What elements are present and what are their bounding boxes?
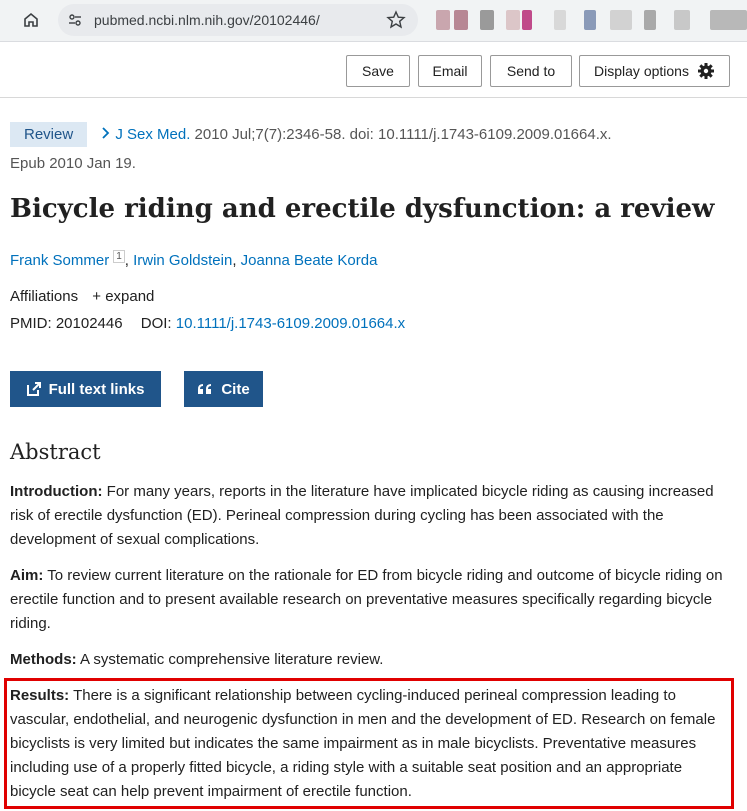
site-info-icon[interactable]: [66, 11, 84, 29]
full-text-links-label: Full text links: [48, 380, 145, 398]
author-separator: ,: [124, 252, 134, 269]
cite-button[interactable]: [184, 371, 263, 407]
abstract-methods: [10, 648, 725, 672]
identifiers-row: [10, 315, 405, 332]
results-highlight-box: [4, 678, 734, 809]
chevron-right-icon: [101, 126, 111, 143]
abstract-heading: Abstract: [10, 440, 101, 464]
results-text: There is a significant relationship between cycling-induced perineal compression leading to vascular, endothelial, and neurogenic dysfunction in men and the development of ED. Research on female bicyclists is very limited but indicates the same impairment as in male bicyclists. Preventative measures including use of a properly fitted bicycle, a riding style with a suitable seat position and an appropriate bicycle seat can help prevent impairment of erectile function.: [10, 687, 716, 800]
author-list: [10, 251, 377, 269]
gear-icon: [697, 62, 715, 80]
pmid-value: 20102446: [55, 315, 123, 332]
affiliations-row: [10, 288, 154, 305]
display-options-label: Display options: [594, 63, 689, 79]
abstract-introduction: [10, 480, 725, 552]
author-separator: ,: [232, 252, 241, 269]
doi-label: DOI:: [140, 315, 176, 332]
epub-date: Epub 2010 Jan 19.: [10, 155, 136, 172]
citation-text: 2010 Jul;7(7):2346-58. doi: 10.1111/j.1743-6109.2009.01664.x.: [190, 126, 612, 143]
aim-label: Aim:: [10, 567, 44, 584]
methods-label: Methods:: [10, 651, 77, 668]
methods-text: A systematic comprehensive literature review.: [76, 651, 384, 668]
pmid-label: PMID:: [10, 315, 56, 332]
introduction-text: For many years, reports in the literature have implicated bicycle riding as causing increased risk of erectile dysfunction (ED). Perineal compression during cycling has been associated with the development of sexual complications.: [10, 483, 714, 548]
introduction-label: Introduction:: [10, 483, 103, 500]
affiliations-label: Affiliations: [10, 288, 79, 305]
email-button[interactable]: Email: [418, 55, 482, 87]
star-icon[interactable]: [386, 10, 406, 30]
external-link-icon: [27, 382, 41, 396]
save-button[interactable]: Save: [346, 55, 410, 87]
full-text-links-button[interactable]: [10, 371, 161, 407]
expand-affiliations-button[interactable]: + expand: [92, 288, 155, 305]
quote-icon: [197, 383, 213, 395]
address-bar[interactable]: [58, 4, 418, 36]
journal-link[interactable]: J Sex Med.: [115, 126, 191, 143]
doi-link[interactable]: 10.1111/j.1743-6109.2009.01664.x: [175, 315, 406, 332]
send-to-button[interactable]: Send to: [490, 55, 572, 87]
results-label: Results:: [10, 687, 70, 704]
blurred-extensions: [430, 8, 747, 32]
author-link[interactable]: Irwin Goldstein: [133, 252, 233, 269]
review-badge: Review: [10, 122, 87, 147]
abstract-aim: [10, 564, 725, 636]
author-link[interactable]: Joanna Beate Korda: [240, 252, 378, 269]
action-bar: [0, 42, 747, 98]
affiliation-number[interactable]: 1: [113, 250, 125, 263]
url-text[interactable]: pubmed.ncbi.nlm.nih.gov/20102446/: [94, 12, 320, 28]
display-options-button[interactable]: [579, 55, 730, 87]
article-title: Bicycle riding and erectile dysfunction: a review: [10, 194, 715, 224]
cite-label: Cite: [221, 380, 250, 398]
home-icon[interactable]: [20, 9, 42, 31]
aim-text: To review current literature on the rationale for ED from bicycle riding and outcome of bicycle riding on erectile function and to present available research on preventative measures specifically regarding bicycle riding.: [10, 567, 723, 632]
author-link[interactable]: Frank Sommer: [10, 252, 110, 269]
browser-toolbar: [0, 0, 747, 42]
citation-line: [10, 122, 612, 147]
